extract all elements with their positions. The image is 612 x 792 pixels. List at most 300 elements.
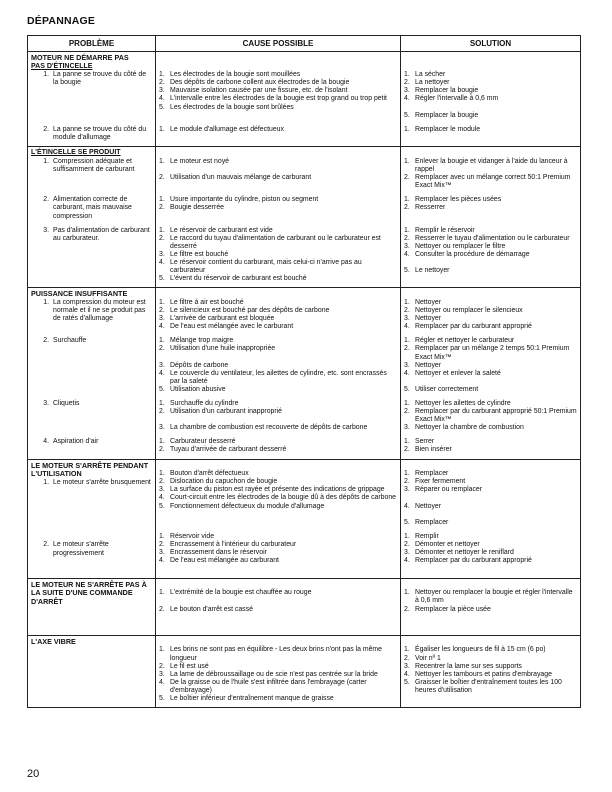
cause-number: 4. <box>159 323 165 331</box>
cause-text: Utilisation abusive <box>170 385 226 393</box>
cause-text: Encrassement dans le réservoir <box>170 549 267 557</box>
solution-item <box>404 299 577 307</box>
cause-number: 1. <box>159 298 165 306</box>
solution-item <box>404 400 577 408</box>
cause-number <box>159 597 170 605</box>
header-solution: SOLUTION <box>469 39 512 48</box>
cause-number: 1. <box>159 589 165 597</box>
solution-text: Remplacer la pièce usée <box>415 605 491 613</box>
cause-item <box>159 549 397 557</box>
cause-item <box>159 386 397 394</box>
problem-text: Aspiration d'air <box>53 438 99 446</box>
solution-item <box>404 227 577 235</box>
cause-text: Les brins ne sont pas en équilibre - Les deux brins n'ont pas la même longueur <box>170 646 382 662</box>
troubleshooting-table <box>27 35 581 708</box>
cause-text: Le module d'allumage est défectueux <box>170 125 284 133</box>
cause-number: 1. <box>159 532 165 540</box>
solution-item <box>404 541 577 549</box>
solution-item <box>404 126 577 134</box>
cause-item <box>159 478 397 486</box>
solution-item <box>404 345 577 361</box>
solution-text: Démonter et nettoyer <box>415 540 480 548</box>
solution-item <box>404 589 577 605</box>
solution-text: Nettoyer <box>415 315 442 323</box>
cause-item <box>159 299 397 307</box>
solution-text: Remplacer la bougie <box>415 111 479 119</box>
cause-text: Carburateur desserré <box>170 438 236 446</box>
cause-number: 2. <box>159 173 165 181</box>
solution-number: 1. <box>404 470 410 478</box>
cause-text: Le réservoir de carburant est vide <box>170 226 273 234</box>
solution-number: 1. <box>404 226 410 234</box>
problem-number: 3. <box>43 226 49 234</box>
solution-text: Nettoyer ou remplacer le filtre <box>415 242 506 250</box>
solution-number <box>404 104 415 112</box>
cause-number: 1. <box>159 157 165 165</box>
solution-text <box>415 104 577 112</box>
table-section <box>28 636 580 707</box>
section-heading: LE MOTEUR S'ARRÊTE PENDANT L'UTILISATION <box>31 460 149 479</box>
solution-group <box>404 337 577 394</box>
solution-item <box>404 424 577 432</box>
cause-text: Utilisation d'une huile inappropriée <box>170 345 276 353</box>
solution-text: Nettoyer les ailettes de cylindre <box>415 400 511 408</box>
cause-number: 3. <box>159 87 165 95</box>
solution-number: 1. <box>404 337 410 345</box>
cause-item <box>159 671 397 679</box>
cause-item <box>159 424 397 432</box>
cause-item <box>159 71 397 79</box>
solution-number: 4. <box>404 670 410 678</box>
table-header <box>28 36 580 52</box>
cause-item <box>159 315 397 323</box>
problem-text: La compression du moteur est normale et il ne se produit pas de ratés d'allumage <box>53 298 146 323</box>
solution-number: 5. <box>404 267 410 275</box>
cause-group <box>159 126 397 142</box>
problem-item <box>31 646 152 703</box>
cause-text <box>170 597 397 605</box>
solution-group <box>404 589 577 613</box>
solution-number: 2. <box>404 173 410 181</box>
solution-number: 4. <box>404 251 410 259</box>
solution-group <box>404 227 577 284</box>
cause-item <box>159 541 397 549</box>
problem-number: 3. <box>43 400 49 408</box>
cause-group <box>159 227 397 284</box>
cause-item <box>159 79 397 87</box>
solution-item <box>404 519 577 527</box>
problem-item <box>31 196 152 221</box>
problem-item <box>31 158 152 190</box>
section-subheading: PAS D'ÉTINCELLE <box>31 62 93 70</box>
solution-item <box>404 104 577 112</box>
problem-item <box>31 438 152 454</box>
cause-text: Le bouton d'arrêt est cassé <box>170 605 253 613</box>
solution-text: Remplacer par un mélange 2 temps 50:1 Premium Exact Mix™ <box>415 345 570 361</box>
cause-number: 3. <box>159 251 165 259</box>
solution-number: 1. <box>404 589 410 597</box>
solution-item <box>404 87 577 95</box>
cause-item <box>159 126 397 134</box>
problem-item <box>31 479 152 536</box>
section-heading: MOTEUR NE DÉMARRE PAS <box>31 53 129 62</box>
cause-number: 1. <box>159 71 165 79</box>
problem-item <box>31 541 152 573</box>
cause-number: 4. <box>159 678 165 686</box>
solution-item <box>404 243 577 251</box>
solution-item <box>404 196 577 204</box>
solution-number: 3. <box>404 87 410 95</box>
solution-item <box>404 557 577 565</box>
cause-text: Les électrodes de la bougie sont mouillées <box>170 71 301 79</box>
solution-text: Le nettoyer <box>415 267 450 275</box>
table-section <box>28 147 580 288</box>
problem-number: 1. <box>43 157 49 165</box>
cause-item <box>159 533 397 541</box>
solution-text: Consulter la procédure de démarrage <box>415 251 530 259</box>
solution-number: 1. <box>404 157 410 165</box>
solution-item <box>404 494 577 502</box>
solution-item <box>404 71 577 79</box>
cause-item <box>159 275 397 283</box>
cause-number: 2. <box>159 605 165 613</box>
cause-text: De l'eau est mélangée au carburant <box>170 557 279 565</box>
solution-number: 5. <box>404 111 410 119</box>
cause-cell <box>156 52 401 146</box>
problem-number: 4. <box>43 438 49 446</box>
cause-item <box>159 606 397 614</box>
cause-text: Encrassement à l'intérieur du carburateur <box>170 540 297 548</box>
cause-item <box>159 196 397 204</box>
cause-group <box>159 470 397 527</box>
cause-number: 1. <box>159 226 165 234</box>
page-number: 20 <box>27 768 40 780</box>
problem-text: Le moteur s'arrête progressivement <box>53 541 109 557</box>
problem-text: Surchauffe <box>53 337 87 345</box>
solution-item <box>404 549 577 557</box>
cause-number: 3. <box>159 424 165 432</box>
problem-number <box>31 646 53 703</box>
solution-item <box>404 95 577 103</box>
cause-number: 1. <box>159 438 165 446</box>
solution-number: 4. <box>404 557 410 565</box>
table-body <box>28 52 580 707</box>
cause-item <box>159 438 397 446</box>
solution-text: Remplacer le module <box>415 125 481 133</box>
solution-item <box>404 503 577 511</box>
cause-text: De la graisse ou de l'huile s'est infiltrée dans l'embrayage (carter d'embrayage) <box>170 678 367 694</box>
cause-text: Le filtre à air est bouché <box>170 298 244 306</box>
cause-text: Réservoir vide <box>170 532 215 540</box>
solution-item <box>404 204 577 212</box>
cause-number: 4. <box>159 95 165 103</box>
solution-text <box>415 259 577 267</box>
solution-item <box>404 323 577 331</box>
solution-number <box>404 259 415 267</box>
solution-text: Nettoyer ou remplacer le silencieux <box>415 307 523 315</box>
solution-number: 2. <box>404 654 410 662</box>
solution-item <box>404 307 577 315</box>
cause-text: L'arrivée de carburant est bloquée <box>170 315 275 323</box>
problem-item <box>31 126 152 142</box>
problem-number: 2. <box>43 337 49 345</box>
problem-text <box>53 607 152 631</box>
cause-group <box>159 158 397 190</box>
solution-text: Remplir <box>415 532 439 540</box>
cause-number: 5. <box>159 385 165 393</box>
solution-item <box>404 438 577 446</box>
problem-number <box>31 607 53 631</box>
solution-text: Recentrer la lame sur ses supports <box>415 662 522 670</box>
cause-group <box>159 196 397 221</box>
solution-number: 5. <box>404 385 410 393</box>
solution-group <box>404 158 577 190</box>
solution-item <box>404 235 577 243</box>
solution-group <box>404 400 577 432</box>
solution-number: 1. <box>404 532 410 540</box>
solution-text: Utiliser correctement <box>415 385 479 393</box>
solution-text: Serrer <box>415 438 435 446</box>
solution-number: 3. <box>404 315 410 323</box>
cause-item <box>159 486 397 494</box>
cause-item <box>159 345 397 353</box>
solution-text <box>415 511 577 519</box>
solution-text <box>415 494 577 502</box>
table-section <box>28 460 580 579</box>
solution-text: Réparer ou remplacer <box>415 486 483 494</box>
cause-cell <box>156 288 401 458</box>
cause-item <box>159 557 397 565</box>
solution-text: Régler et nettoyer le carburateur <box>415 337 515 345</box>
solution-number: 1. <box>404 71 410 79</box>
solution-group <box>404 438 577 454</box>
solution-text: Démonter et nettoyer le reniflard <box>415 549 514 557</box>
solution-group <box>404 126 577 142</box>
cause-item <box>159 354 397 362</box>
solution-text: Nettoyer et enlever la saleté <box>415 369 501 377</box>
solution-item <box>404 679 577 695</box>
cause-item <box>159 158 397 166</box>
cause-number: 2. <box>159 79 165 87</box>
cause-item <box>159 307 397 315</box>
cause-group <box>159 589 397 613</box>
solution-text: Nettoyer la chambre de combustion <box>415 424 524 432</box>
solution-number: 4. <box>404 502 410 510</box>
solution-item <box>404 386 577 394</box>
problem-text: La panne se trouve du côté du module d'allumage <box>53 125 147 141</box>
cause-cell <box>156 460 401 578</box>
cause-text: Le couvercle du ventilateur, les ailettes de cylindre, etc. sont encrassés par la saleté <box>170 369 387 385</box>
solution-text: Nettoyer <box>415 502 442 510</box>
problem-number: 1. <box>43 298 49 306</box>
solution-item <box>404 174 577 190</box>
cause-text: De l'eau est mélangée avec le carburant <box>170 323 294 331</box>
cause-item <box>159 166 397 174</box>
solution-number <box>404 494 415 502</box>
problem-item <box>31 337 152 394</box>
solution-item <box>404 446 577 454</box>
problem-text: Le moteur s'arrête brusquement <box>53 478 151 486</box>
solution-item <box>404 158 577 174</box>
solution-item <box>404 646 577 654</box>
cause-text: Fonctionnement défectueux du module d'allumage <box>170 502 325 510</box>
problem-text: La panne se trouve du côté de la bougie <box>53 71 147 87</box>
cause-item <box>159 370 397 386</box>
cause-text: Le filtre est bouché <box>170 251 229 259</box>
solution-text: Égaliser les longueurs de fil à 15 cm (6 po) <box>415 646 546 654</box>
solution-number: 3. <box>404 242 410 250</box>
problem-number: 2. <box>43 541 49 549</box>
cause-item <box>159 503 397 511</box>
solution-item <box>404 112 577 120</box>
solution-text <box>415 378 577 386</box>
solution-group <box>404 299 577 331</box>
header-cause: CAUSE POSSIBLE <box>156 36 401 51</box>
cause-item <box>159 337 397 345</box>
cause-text: Tuyau d'arrivée de carburant desserré <box>170 446 287 454</box>
cause-number: 4. <box>159 369 165 377</box>
solution-number: 2. <box>404 79 410 87</box>
section-heading: PUISSANCE INSUFFISANTE <box>31 289 128 299</box>
solution-text: La sécher <box>415 71 446 79</box>
solution-item <box>404 663 577 671</box>
solution-number: 4. <box>404 323 410 331</box>
solution-number: 2. <box>404 234 410 242</box>
cause-text: Bouton d'arrêt défectueux <box>170 470 249 478</box>
cause-text: L'extrémité de la bougie est chauffée au rouge <box>170 589 312 597</box>
cause-number: 2. <box>159 408 165 416</box>
solution-text: Remplacer avec un mélange correct 50:1 Premium Exact Mix™ <box>415 173 571 190</box>
solution-number: 1. <box>404 125 410 133</box>
solution-number: 2. <box>404 540 410 548</box>
cause-number: 2. <box>159 478 165 486</box>
solution-number: 1. <box>404 438 410 446</box>
solution-group <box>404 470 577 527</box>
cause-group <box>159 533 397 565</box>
cause-text: Des dépôts de carbone collent aux électrodes de la bougie <box>170 79 350 87</box>
solution-item <box>404 486 577 494</box>
cause-number: 1. <box>159 125 165 133</box>
cause-number: 2. <box>159 234 165 242</box>
solution-number: 3. <box>404 486 410 494</box>
solution-number <box>404 378 415 386</box>
problem-cell <box>28 147 156 287</box>
cause-text: Usure importante du cylindre, piston ou segment <box>170 196 319 204</box>
solution-item <box>404 478 577 486</box>
problem-number: 2. <box>43 125 49 133</box>
solution-group <box>404 533 577 565</box>
cause-number: 3. <box>159 486 165 494</box>
solution-item <box>404 315 577 323</box>
solution-text: Remplacer la bougie <box>415 87 479 95</box>
problem-item <box>31 299 152 331</box>
solution-number: 5. <box>404 518 410 526</box>
solution-number: 2. <box>404 446 410 454</box>
solution-cell <box>401 636 580 707</box>
cause-group <box>159 71 397 120</box>
cause-item <box>159 695 397 703</box>
solution-number: 2. <box>404 307 410 315</box>
cause-number: 2. <box>159 345 165 353</box>
solution-text: Graisser le boîtier d'entraînement toutes les 100 heures d'utilisation <box>415 678 562 694</box>
cause-text <box>170 166 397 174</box>
cause-text: Mélange trop maigre <box>170 337 234 345</box>
cause-item <box>159 494 397 502</box>
cause-text: Dislocation du capuchon de bougie <box>170 478 278 486</box>
solution-item <box>404 470 577 478</box>
section-heading: L'AXE VIBRE <box>31 636 76 646</box>
solution-item <box>404 267 577 275</box>
cause-cell <box>156 147 401 287</box>
solution-number: 3. <box>404 549 410 557</box>
cause-text <box>170 354 397 362</box>
cause-item <box>159 663 397 671</box>
cause-group <box>159 337 397 394</box>
cause-number: 1. <box>159 337 165 345</box>
cause-text: Les électrodes de la bougie sont brûlées <box>170 103 294 111</box>
problem-number: 1. <box>43 71 49 79</box>
cause-text <box>170 416 397 424</box>
cause-item <box>159 235 397 251</box>
cause-item <box>159 679 397 695</box>
problem-cell <box>28 636 156 707</box>
table-section <box>28 288 580 459</box>
solution-number: 4. <box>404 95 410 103</box>
solution-item <box>404 370 577 378</box>
solution-text: Fixer fermement <box>415 478 466 486</box>
problem-cell <box>28 288 156 458</box>
cause-item <box>159 589 397 597</box>
solution-text: Nettoyer <box>415 298 442 306</box>
solution-number: 2. <box>404 204 410 212</box>
cause-number: 4. <box>159 259 165 267</box>
solution-cell <box>401 288 580 458</box>
solution-number: 1. <box>404 400 410 408</box>
problem-cell <box>28 52 156 146</box>
solution-number: 2. <box>404 408 410 416</box>
solution-item <box>404 655 577 663</box>
cause-text: Le raccord du tuyau d'alimentation de carburant ou le carburateur est desserré <box>170 234 381 250</box>
cause-item <box>159 251 397 259</box>
solution-text: Nettoyer <box>415 361 442 369</box>
solution-number: 3. <box>404 424 410 432</box>
problem-item <box>31 607 152 631</box>
cause-item <box>159 416 397 424</box>
solution-text: Resserrer le tuyau d'alimentation ou le carburateur <box>415 234 570 242</box>
cause-number: 3. <box>159 315 165 323</box>
problem-text: Pas d'alimentation de carburant au carburateur. <box>53 226 150 242</box>
cause-item <box>159 446 397 454</box>
solution-cell <box>401 147 580 287</box>
solution-text: Nettoyer ou remplacer la bougie et régler l'intervalle à 0,6 mm <box>415 589 573 605</box>
cause-group <box>159 438 397 454</box>
cause-text: Surchauffe du cylindre <box>170 400 239 408</box>
cause-text: Le moteur est noyé <box>170 157 229 165</box>
cause-number: 2. <box>159 204 165 212</box>
solution-number: 1. <box>404 646 410 654</box>
solution-text: Enlever la bougie et vidanger à l'aide du lanceur à rappel <box>415 157 568 173</box>
cause-text: Court-circuit entre les électrodes de la bougie dû à des dépôts de carbone <box>170 494 396 502</box>
cause-number: 4. <box>159 557 165 565</box>
solution-cell <box>401 460 580 578</box>
cause-item <box>159 646 397 662</box>
cause-number: 2. <box>159 307 165 315</box>
solution-text: Remplacer par du carburant approprié <box>415 323 532 331</box>
solution-number: 3. <box>404 361 410 369</box>
problem-number: 1. <box>43 478 49 486</box>
solution-item <box>404 671 577 679</box>
solution-text: Remplacer par du carburant approprié 50:1 Premium Exact Mix™ <box>415 408 577 424</box>
